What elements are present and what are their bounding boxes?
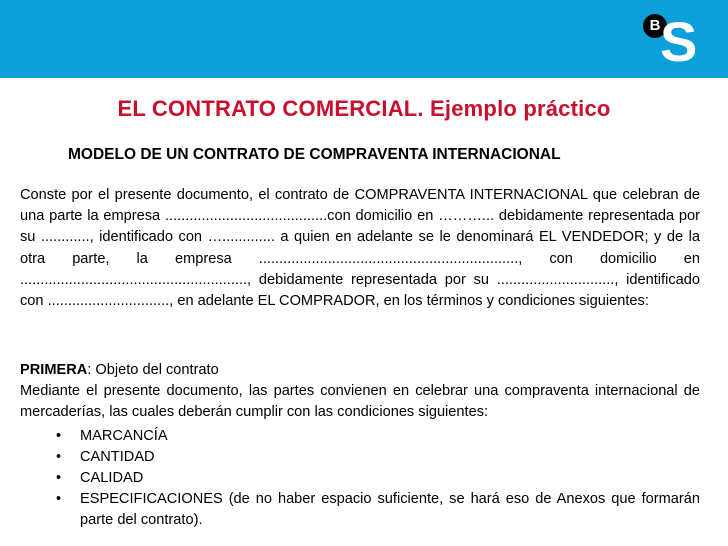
list-item-text: ESPECIFICACIONES (de no haber espacio suficiente, se hará eso de Anexos que formarán parte del contrato). <box>80 491 700 528</box>
list-item-text: CALIDAD <box>80 470 144 486</box>
intro-paragraph: Conste por el presente documento, el contrato de COMPRAVENTA INTERNACIONAL que celebran de una parte la empresa ........................................con domicilio en ………... debidamente representada por su ............, identificado con …............. a quien en adelante se le denominará EL VENDEDOR; y de la otra parte, la empresa ................................................................, con domicilio en ........................................................, debidamente representada por su ............................., identificado con .............................., en adelante EL COMPRADOR, en los términos y condiciones siguientes: <box>20 187 700 310</box>
bullet-icon: • <box>56 428 62 444</box>
header-bar <box>0 0 728 78</box>
list-item <box>50 489 700 531</box>
list-item <box>50 468 700 489</box>
logo-badge: B <box>643 14 667 38</box>
list-item-text: CANTIDAD <box>80 449 155 465</box>
clause-first-text: Mediante el presente documento, las partes convienen en celebrar una compraventa internacional de mercaderías, las cuales deberán cumplir con las condiciones siguientes: <box>20 383 700 421</box>
page-title: EL CONTRATO COMERCIAL. Ejemplo práctico <box>117 96 611 121</box>
contract-subtitle: MODELO DE UN CONTRATO DE COMPRAVENTA INTERNACIONAL <box>68 146 561 163</box>
clause-first-title: : Objeto del contrato <box>87 362 219 378</box>
clause-first-label: PRIMERA <box>20 362 88 378</box>
bullet-icon: • <box>56 449 62 465</box>
clause-first-heading <box>20 360 700 381</box>
bullet-icon: • <box>56 491 62 507</box>
list-item <box>50 426 700 447</box>
list-item <box>50 447 700 468</box>
clause-first <box>20 360 700 424</box>
bullet-icon: • <box>56 470 62 486</box>
logo-mark: S <box>660 10 698 73</box>
conditions-list <box>50 426 700 531</box>
list-item-text: MARCANCÍA <box>80 428 168 444</box>
